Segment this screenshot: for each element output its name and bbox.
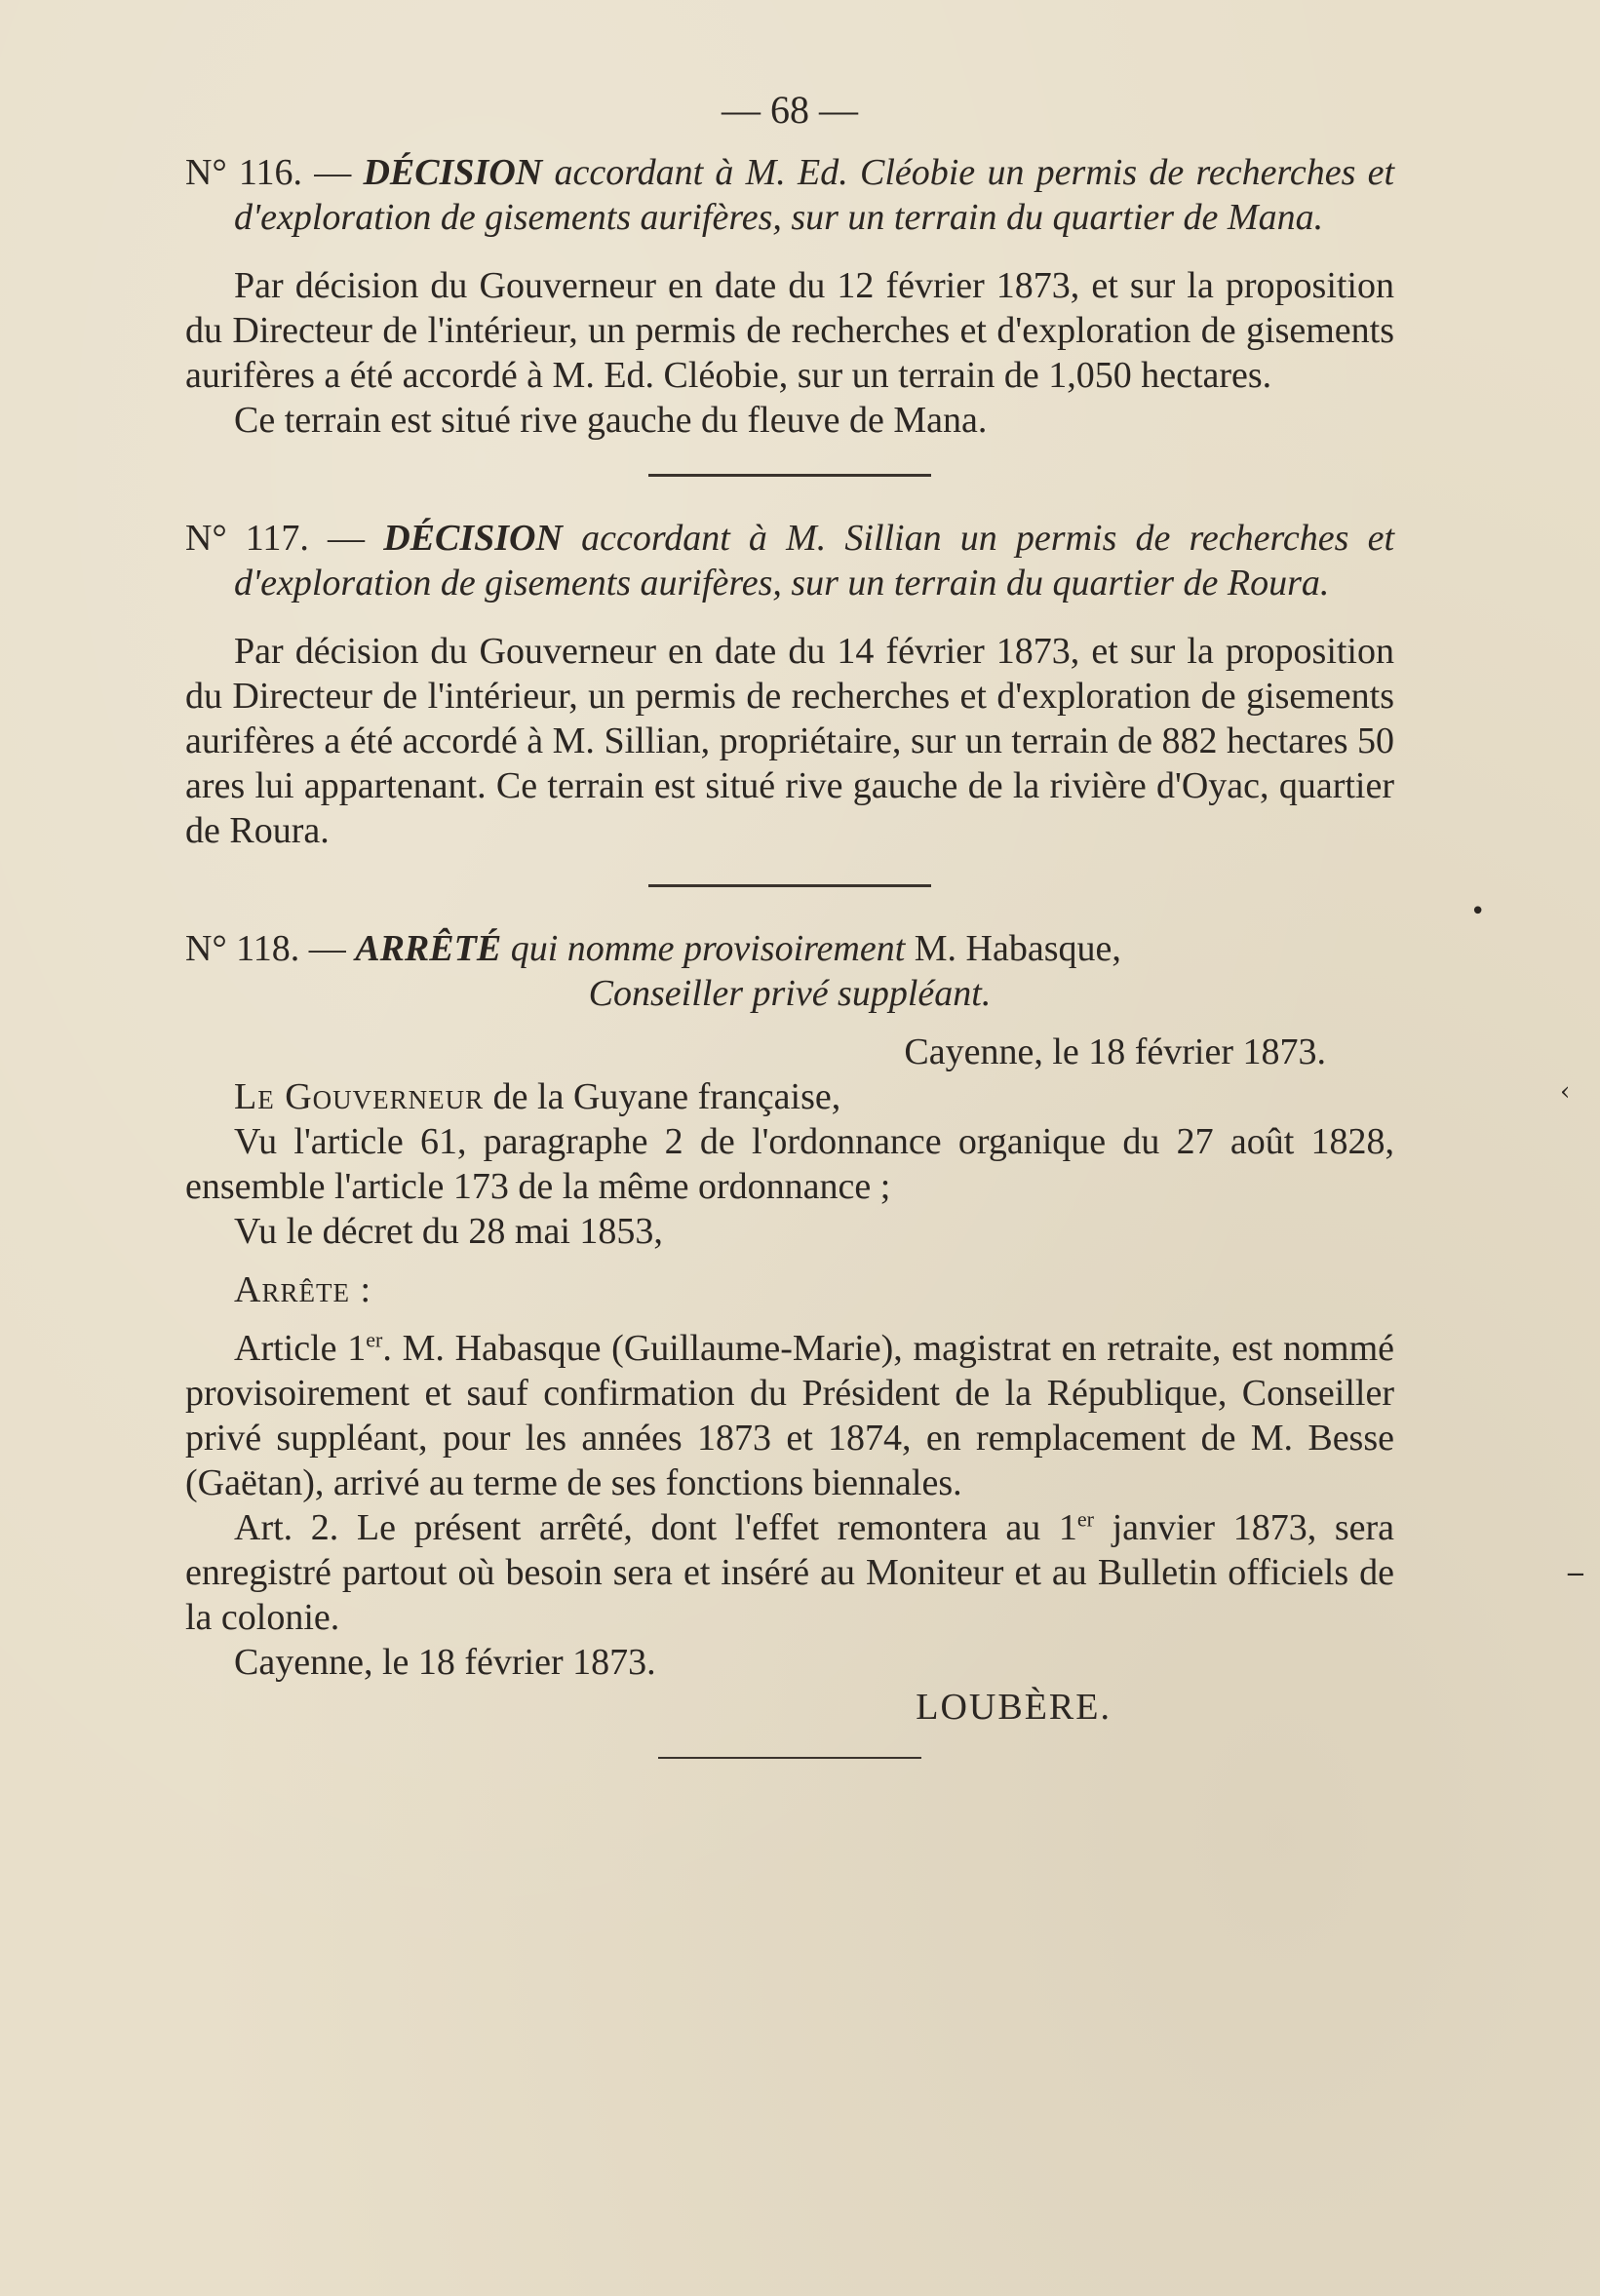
arrete-label: Arrête : <box>234 1269 371 1310</box>
entry-role: Conseiller privé suppléant. <box>588 973 992 1014</box>
entry-heading <box>185 926 1394 971</box>
article-1: Article 1er. M. Habasque (Guillaume-Marie), magistrat en retraite, est nommé provisoirement et sauf confirmation du Président de la République, Conseiller privé suppléant, pour les années 1873 et 1874, en remplacement de M. Besse (Gaëtan), arrivé au terme de ses fonctions biennales. <box>185 1327 1394 1503</box>
entry-heading <box>185 516 1394 605</box>
entry-number: N° 118. — <box>185 928 346 969</box>
entry-person: M. Habasque, <box>914 928 1121 969</box>
entry-verb: accordant à M. Ed. Cléobie <box>554 152 976 193</box>
governor-rest: de la Guyane française, <box>492 1076 841 1117</box>
entry-116 <box>185 150 1394 443</box>
entry-verb: accordant à M. Sillian <box>581 518 942 559</box>
stray-mark: − <box>1565 1560 1586 1589</box>
entry-number: N° 116. — <box>185 152 352 193</box>
entry-number: N° 117. — <box>185 518 366 559</box>
signature: LOUBÈRE. <box>916 1687 1112 1728</box>
entry-paragraph: Par décision du Gouverneur en date du 12 février 1873, et sur la proposition du Directeur de l'intérieur, un permis de recherches et d'exploration de gisements aurifères a été accordé à M. Ed. Cléobie, sur un terrain de 1,050 hectares. <box>185 265 1394 396</box>
entry-117 <box>185 516 1394 853</box>
entry-type: DÉCISION <box>383 518 563 559</box>
section-divider <box>648 474 931 477</box>
vu-clause: Vu le décret du 28 mai 1853, <box>234 1211 663 1252</box>
text-column <box>185 88 1394 1798</box>
closing-divider <box>658 1757 921 1759</box>
entry-subject: un permis de recherches et d'exploration de gisements aurifères, sur un terrain du quartier de Mana. <box>234 152 1395 238</box>
entry-paragraph: Par décision du Gouverneur en date du 14 février 1873, et sur la proposition du Directeur de l'intérieur, un permis de recherches et d'exploration de gisements aurifères a été accordé à M. Sillian, propriétaire, sur un terrain de 882 hectares 50 ares lui appartenant. Ce terrain est situé rive gauche de la rivière d'Oyac, quartier de Roura. <box>185 631 1394 851</box>
vu-clause: Vu l'article 61, paragraphe 2 de l'ordonnance organique du 27 août 1828, ensemble l'article 173 de la même ordonnance ; <box>185 1121 1394 1207</box>
section-divider <box>648 884 931 887</box>
governor-line <box>185 1074 1394 1119</box>
entry-type: ARRÊTÉ <box>355 928 502 969</box>
entry-type: DÉCISION <box>363 152 543 193</box>
entry-verb: qui nomme provisoirement <box>510 928 906 969</box>
entry-paragraph: Ce terrain est situé rive gauche du fleuve de Mana. <box>234 400 988 441</box>
stray-dot: • <box>1470 897 1486 926</box>
entry-118 <box>185 926 1394 1730</box>
stray-mark: ‹ <box>1560 1077 1571 1107</box>
entry-heading <box>185 150 1394 240</box>
closing-date: Cayenne, le 18 février 1873. <box>234 1642 656 1683</box>
page-number: — 68 — <box>722 88 858 132</box>
article-2: Art. 2. Le présent arrêté, dont l'effet remontera au 1er janvier 1873, sera enregistré partout où besoin sera et inséré au Moniteur et au Bulletin officiels de la colonie. <box>185 1506 1394 1638</box>
governor-title: Le Gouverneur <box>234 1076 485 1117</box>
date-line: Cayenne, le 18 février 1873. <box>904 1031 1326 1072</box>
entry-subject: un permis de recherches et d'exploration de gisements aurifères, sur un terrain du quartier de Roura. <box>234 518 1395 603</box>
